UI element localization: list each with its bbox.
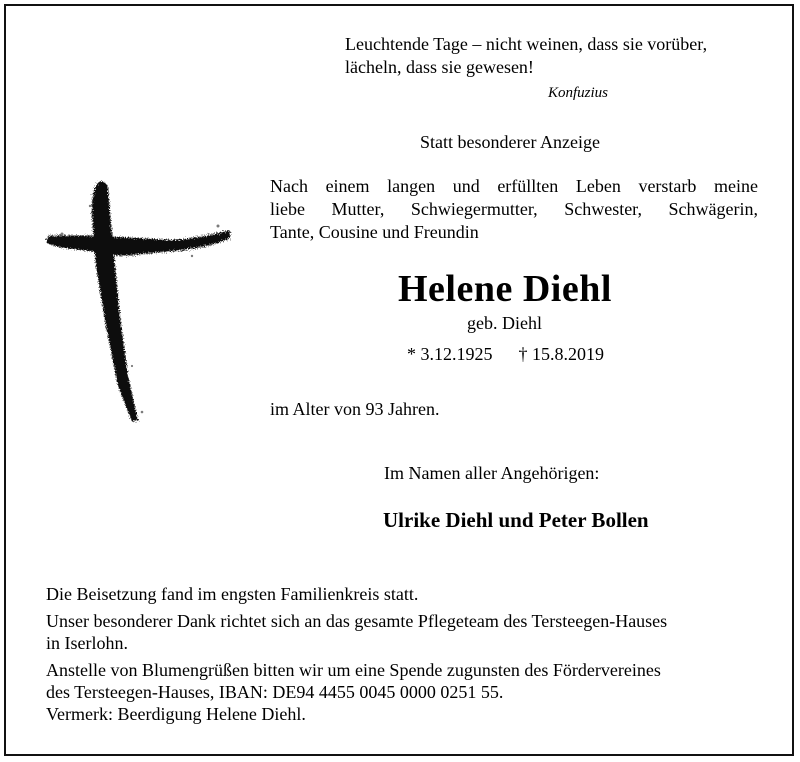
thanks-note — [46, 610, 766, 654]
life-dates — [407, 344, 604, 365]
thanks-line: Unser besonderer Dank richtet sich an das gesamte Pflegeteam des Tersteegen-Hauses — [46, 611, 668, 631]
footer-notes — [46, 583, 766, 730]
quote-line: lächeln, dass sie gewesen! — [345, 57, 534, 77]
death-date: † 15.8.2019 — [518, 344, 604, 364]
donation-note — [46, 659, 766, 725]
thanks-line: in Iserlohn. — [46, 633, 128, 653]
intro-line: Tante, Cousine und Freundin — [270, 222, 479, 242]
intro-line: liebe Mutter, Schwiegermutter, Schwester, Schwägerin, — [270, 199, 758, 219]
notice-heading: Statt besonderer Anzeige — [420, 132, 600, 152]
intro-line: Nach einem langen und erfüllten Leben verstarb meine — [270, 176, 758, 196]
reference-note: Vermerk: Beerdigung Helene Diehl. — [46, 704, 306, 724]
signers: Ulrike Diehl und Peter Bollen — [383, 508, 649, 532]
deceased-name: Helene Diehl — [398, 268, 612, 310]
quote — [345, 33, 707, 79]
age-text: im Alter von 93 Jahren. — [270, 399, 440, 419]
quote-line: Leuchtende Tage – nicht weinen, dass sie vorüber, — [345, 34, 708, 54]
cross-icon — [42, 176, 234, 424]
donation-line: des Tersteegen-Hauses, IBAN: DE94 4455 0045 0000 0251 55. — [46, 682, 504, 702]
quote-author: Konfuzius — [548, 85, 609, 101]
birth-date: * 3.12.1925 — [407, 344, 493, 364]
donation-line: Anstelle von Blumengrüßen bitten wir um eine Spende zugunsten des Fördervereines — [46, 660, 661, 680]
maiden-name: geb. Diehl — [467, 313, 542, 333]
burial-note: Die Beisetzung fand im engsten Familienkreis statt. — [46, 584, 419, 604]
on-behalf-text: Im Namen aller Angehörigen: — [384, 463, 600, 483]
intro-paragraph — [270, 175, 758, 244]
